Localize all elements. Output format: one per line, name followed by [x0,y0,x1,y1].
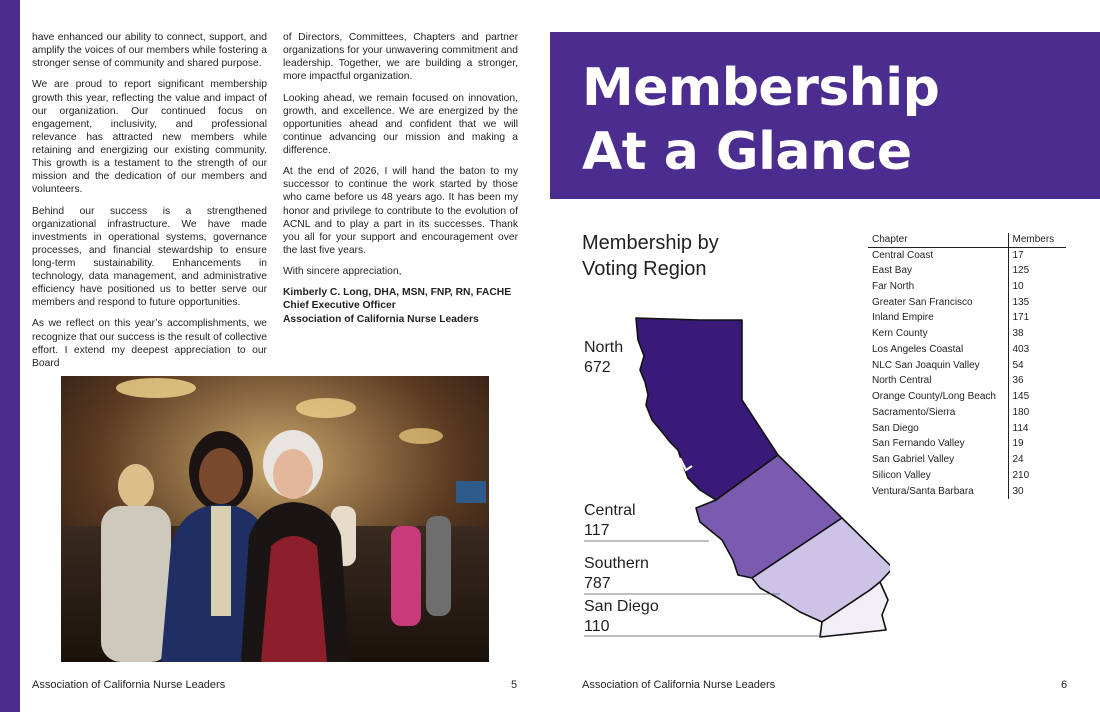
member-count-cell: 125 [1012,265,1030,277]
region-count: 787 [584,575,611,592]
signature-name: Kimberly C. Long, DHA, MSN, FNP, RN, FACHE [283,287,512,299]
page-number-right: 6 [1061,679,1068,691]
region-name: San Diego [584,598,659,615]
table-row [868,294,1066,310]
table-row [868,436,1066,452]
paragraph: As we reflect on this year’s accomplishments, we recognize that our success is the result of collective effort. I extend my deepest appreciation to our Board [32,318,267,369]
chapter-name-cell: San Fernando Valley [868,436,1008,452]
member-count-cell: 30 [1012,485,1024,497]
chapter-members-table [868,233,1066,499]
paragraph: With sincere appreciation, [283,266,402,278]
chapter-name-cell: North Central [868,373,1008,389]
title-banner [550,32,1100,199]
table-row [868,468,1066,484]
footer-org-left: Association of California Nurse Leaders [32,679,226,691]
member-count-cell: 145 [1012,391,1030,403]
chapter-name-cell: Orange County/Long Beach [868,389,1008,405]
chapter-name-cell: Central Coast [868,247,1008,263]
member-count-cell: 135 [1012,296,1030,308]
chapter-name-cell: San Gabriel Valley [868,452,1008,468]
region-count: 117 [584,522,610,539]
chapter-name-cell: Los Angeles Coastal [868,342,1008,358]
paragraph: Looking ahead, we remain focused on innovation, growth, and excellence. We are energized by the opportunities ahead and confident that we will continue advancing our mission and making a difference. [283,92,518,156]
map-title [582,230,719,282]
table-row [868,420,1066,436]
paragraph: of Directors, Committees, Chapters and partner organizations for your unwavering commitment and leadership. Together, we are building a stronger, more impactful organization. [283,32,518,83]
chapter-name-cell: San Diego [868,420,1008,436]
paragraph: At the end of 2026, I will hand the baton to my successor to continue the work started by those who came before us 48 years ago. It has been my honor and privilege to contribute to the evolution of ACNL and to play a part in its successes. Thank you all for your support and encouragement over the last five years. [283,166,518,256]
signature-title: Chief Executive Officer [283,300,396,312]
chapter-name-cell: Far North [868,279,1008,295]
chapter-name-cell: Inland Empire [868,310,1008,326]
member-count-cell: 180 [1012,406,1030,418]
chapter-name-cell: Greater San Francisco [868,294,1008,310]
region-name: Southern [584,555,649,572]
chapter-name-cell: Sacramento/Sierra [868,405,1008,421]
map-title-line-1: Membership by [582,232,719,254]
member-count-cell: 10 [1012,280,1024,292]
table-header-row [868,233,1066,247]
event-photo [61,376,489,662]
member-count-cell: 210 [1012,469,1030,481]
page-title-line-1: Membership [582,58,940,118]
table-row [868,342,1066,358]
chapter-name-cell: Silicon Valley [868,468,1008,484]
table-row [868,357,1066,373]
chapter-name-cell: Ventura/Santa Barbara [868,483,1008,499]
member-count-cell: 19 [1012,438,1024,450]
left-edge-stripe [0,0,20,712]
region-count: 110 [584,618,610,635]
table-row [868,279,1066,295]
member-count-cell: 403 [1012,343,1030,355]
table-row [868,263,1066,279]
signature-block [283,286,518,325]
table-row [868,247,1066,263]
region-label-north [584,338,623,378]
table-body [868,247,1066,499]
letter-column-2 [283,31,518,326]
map-title-line-2: Voting Region [582,258,707,280]
chapter-name-cell: NLC San Joaquin Valley [868,357,1008,373]
event-photo-image [61,376,489,662]
region-label-southern [584,554,649,594]
member-count-cell: 17 [1012,249,1024,261]
page-number-left: 5 [511,679,518,691]
paragraph: have enhanced our ability to connect, support, and amplify the voices of our members while fostering a stronger sense of community and shared purpose. [32,32,267,70]
region-count: 672 [584,359,611,376]
letter-column-1 [32,31,267,378]
table-row [868,326,1066,342]
column-header-chapter: Chapter [868,233,1008,247]
member-count-cell: 38 [1012,328,1024,340]
table-row [868,310,1066,326]
signature-org: Association of California Nurse Leaders [283,313,479,325]
paragraph: Behind our success is a strengthened organizational infrastructure. We have made investments in operational systems, governance processes, and financial stewardship to ensure long-term sustainability. Enhancements in technology, data management, and administrative efficiency have positioned us to better serve our members and respond to future opportunities. [32,205,267,309]
member-count-cell: 114 [1012,422,1029,434]
region-name: Central [584,502,636,519]
chapter-name-cell: East Bay [868,263,1008,279]
table-row [868,389,1066,405]
member-count-cell: 54 [1012,359,1024,371]
paragraph: We are proud to report significant membership growth this year, reflecting the value and impact of our organization. Our continued focus on engagement, inclusivity, and professional relevance has attracted new members while retaining and energizing our existing community. This growth is a testament to the strength of our mission and the dedication of our members and volunteers. [32,79,267,196]
region-label-san-diego [584,597,659,637]
region-label-central [584,501,636,541]
chapter-name-cell: Kern County [868,326,1008,342]
member-count-cell: 24 [1012,454,1024,466]
region-name: North [584,339,624,356]
footer-org-right: Association of California Nurse Leaders [582,679,776,691]
table-row [868,405,1066,421]
column-header-members: Members [1008,233,1066,247]
page-title [582,56,939,184]
member-count-cell: 36 [1012,375,1024,387]
table-row [868,483,1066,499]
table-row [868,452,1066,468]
table-row [868,373,1066,389]
page-title-line-2: At a Glance [582,122,912,182]
member-count-cell: 171 [1012,312,1030,324]
